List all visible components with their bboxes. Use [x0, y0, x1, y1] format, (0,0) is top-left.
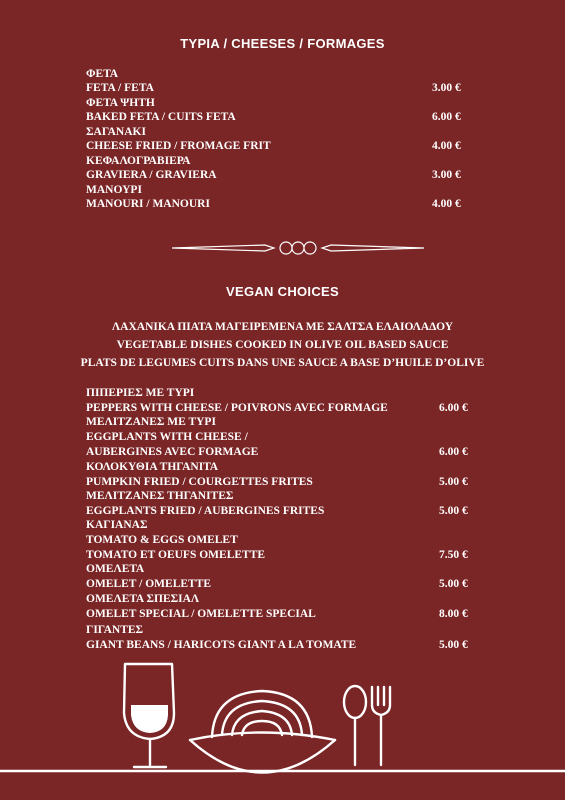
divider-ornament-icon	[170, 238, 426, 258]
pasta-bowl-icon	[190, 691, 335, 773]
menu-item-price: 5.00 €	[439, 578, 468, 590]
menu-item-name-line2: TOMATO ET OEUFS OMELETTE	[86, 549, 266, 561]
menu-item-name: BAKED FETA / CUITS FETA	[86, 111, 236, 123]
menu-item-greek: ΚΕΦΑΛΟΓΡΑΒΙΕΡΑ	[86, 155, 191, 167]
spoon-icon	[344, 686, 366, 765]
menu-item-name: EGGPLANTS WITH CHEESE /	[86, 431, 248, 443]
menu-item-greek: ΚΟΛΟΚΥΘΙΑ ΤΗΓΑΝΙΤΑ	[86, 461, 219, 473]
menu-item-greek: ΟΜΕΛΕΤΑ ΣΠΕΣΙΑΛ	[86, 593, 200, 605]
menu-item-price: 5.00 €	[439, 505, 468, 517]
wine-fill	[131, 705, 168, 733]
menu-item-price: 6.00 €	[439, 446, 468, 458]
menu-item-name: CHEESE FRIED / FROMAGE FRIT	[86, 140, 271, 152]
menu-item-greek: ΚΑΓΙΑΝΑΣ	[86, 519, 148, 531]
menu-item-greek: ΜΕΛΙΤΖΑΝΕΣ ΤΗΓΑΝΙΤΕΣ	[86, 490, 234, 502]
menu-item-greek: ΠΙΠΕΡΙΕΣ ΜΕ ΤΥΡΙ	[86, 387, 195, 399]
menu-item-price: 4.00 €	[432, 198, 461, 210]
vegan-intro-greek: ΛΑΧΑΝΙΚΑ ΠΙΑΤΑ ΜΑΓΕΙΡΕΜΕΝΑ ΜΕ ΣΑΛΤΣΑ ΕΛΑΙΟΛΑΔΟΥ	[111, 321, 454, 333]
menu-item-greek: ΓΙΓΑΝΤΕΣ	[86, 624, 144, 636]
menu-item-name: PEPPERS WITH CHEESE / POIVRONS AVEC FORMAGE	[86, 402, 388, 414]
menu-item-price: 5.00 €	[439, 639, 468, 651]
menu-item-greek: ΜΑΝΟΥΡΙ	[86, 184, 142, 196]
menu-item-price: 3.00 €	[432, 169, 461, 181]
menu-item-greek: ΣΑΓΑΝΑΚΙ	[86, 126, 146, 138]
menu-item-greek: ΦΕΤΑ ΨΗΤΗ	[86, 97, 155, 109]
menu-item-name: GIANT BEANS / HARICOTS GIANT A LA TOMATE	[86, 639, 357, 651]
vegan-intro-english: VEGETABLE DISHES COOKED IN OLIVE OIL BASED SAUCE	[116, 339, 449, 351]
footer-illustration	[0, 655, 565, 800]
menu-item-price: 8.00 €	[439, 608, 468, 620]
menu-item-name: GRAVIERA / GRAVIERA	[86, 169, 217, 181]
menu-item-name: MANOURI / MANOURI	[86, 198, 210, 210]
cheeses-heading: TYPIA / CHEESES / FORMAGES	[180, 36, 385, 51]
menu-item-name: TOMATO & EGGS OMELET	[86, 534, 238, 546]
menu-item-price: 3.00 €	[432, 82, 461, 94]
vegan-intro-french: PLATS DE LEGUMES CUITS DANS UNE SAUCE A BASE D’HUILE D’OLIVE	[80, 357, 485, 369]
menu-item-greek: ΟΜΕΛΕΤΑ	[86, 563, 145, 575]
menu-item-price: 6.00 €	[432, 111, 461, 123]
menu-item-name: PUMPKIN FRIED / COURGETTES FRITES	[86, 476, 313, 488]
menu-item-name-line2: AUBERGINES AVEC FORMAGE	[86, 446, 259, 458]
menu-item-name: EGGPLANTS FRIED / AUBERGINES FRITES	[86, 505, 325, 517]
menu-item-name: OMELET SPECIAL / OMELETTE SPECIAL	[86, 608, 316, 620]
menu-item-price: 7.50 €	[439, 549, 468, 561]
menu-item-name: FETA / FETA	[86, 82, 154, 94]
menu-item-greek: ΜΕΛΙΤΖΑΝΕΣ ΜΕ ΤΥΡΙ	[86, 416, 216, 428]
menu-item-price: 5.00 €	[439, 476, 468, 488]
menu-item-name: OMELET / OMELETTE	[86, 578, 212, 590]
menu-item-price: 4.00 €	[432, 140, 461, 152]
fork-icon	[372, 687, 390, 765]
menu-item-price: 6.00 €	[439, 402, 468, 414]
menu-item-greek: ΦΕΤΑ	[86, 68, 119, 80]
vegan-heading: VEGAN CHOICES	[226, 284, 339, 299]
